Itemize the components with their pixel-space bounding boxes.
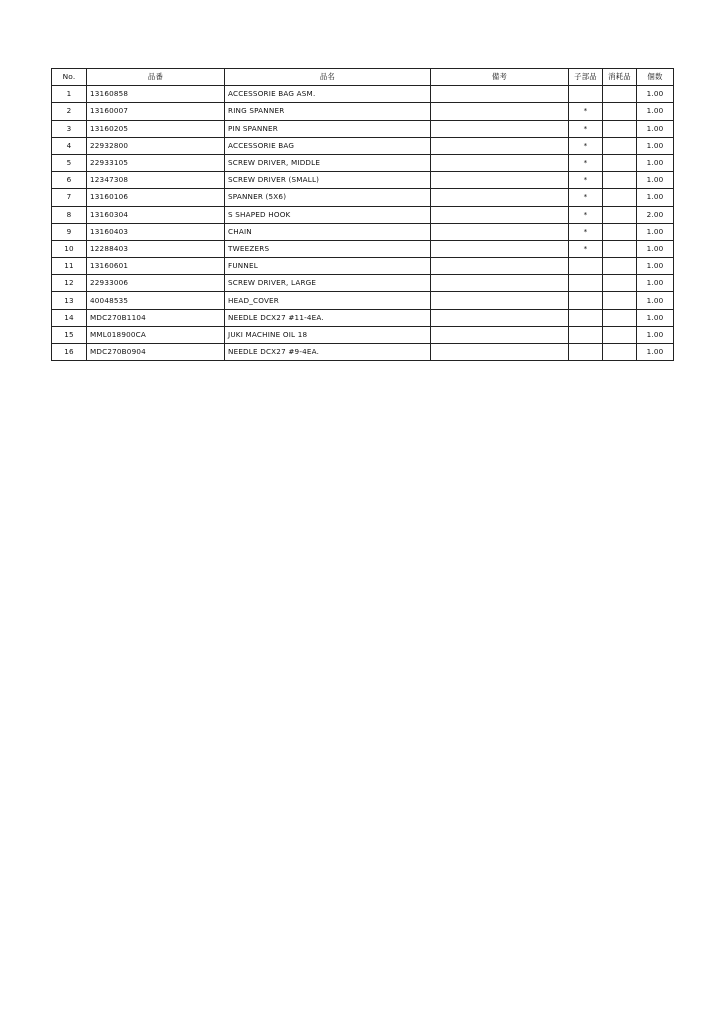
part-name: HEAD_COVER: [225, 292, 431, 309]
row-number: 8: [52, 206, 87, 223]
consumable-mark: [603, 189, 637, 206]
quantity: 2.00: [637, 206, 674, 223]
table-body: [52, 86, 674, 361]
remarks: [431, 292, 569, 309]
part-code: 40048535: [87, 292, 225, 309]
sub-part-mark: *: [569, 154, 603, 171]
table-row: [52, 86, 674, 103]
table-row: [52, 344, 674, 361]
sub-part-mark: [569, 86, 603, 103]
remarks: [431, 172, 569, 189]
parts-table: [51, 68, 674, 361]
part-name: S SHAPED HOOK: [225, 206, 431, 223]
sub-part-mark: *: [569, 137, 603, 154]
remarks: [431, 86, 569, 103]
header-consumable: 消耗品: [603, 69, 637, 86]
row-number: 14: [52, 309, 87, 326]
remarks: [431, 344, 569, 361]
part-name: JUKI MACHINE OIL 18: [225, 326, 431, 343]
part-code: 12347308: [87, 172, 225, 189]
table-row: [52, 154, 674, 171]
sub-part-mark: [569, 292, 603, 309]
quantity: 1.00: [637, 292, 674, 309]
part-code: 13160601: [87, 258, 225, 275]
part-name: NEEDLE DCX27 #9-4EA.: [225, 344, 431, 361]
table-row: [52, 275, 674, 292]
row-number: 9: [52, 223, 87, 240]
quantity: 1.00: [637, 275, 674, 292]
row-number: 16: [52, 344, 87, 361]
sub-part-mark: *: [569, 223, 603, 240]
quantity: 1.00: [637, 137, 674, 154]
consumable-mark: [603, 292, 637, 309]
remarks: [431, 189, 569, 206]
remarks: [431, 223, 569, 240]
quantity: 1.00: [637, 103, 674, 120]
sub-part-mark: [569, 344, 603, 361]
consumable-mark: [603, 137, 637, 154]
part-code: MDC270B1104: [87, 309, 225, 326]
sub-part-mark: *: [569, 103, 603, 120]
table-row: [52, 189, 674, 206]
part-code: 13160403: [87, 223, 225, 240]
remarks: [431, 154, 569, 171]
part-code: 13160858: [87, 86, 225, 103]
remarks: [431, 206, 569, 223]
row-number: 10: [52, 240, 87, 257]
row-number: 3: [52, 120, 87, 137]
row-number: 2: [52, 103, 87, 120]
consumable-mark: [603, 326, 637, 343]
row-number: 15: [52, 326, 87, 343]
consumable-mark: [603, 223, 637, 240]
remarks: [431, 309, 569, 326]
header-remarks: 備考: [431, 69, 569, 86]
consumable-mark: [603, 275, 637, 292]
remarks: [431, 275, 569, 292]
part-name: ACCESSORIE BAG: [225, 137, 431, 154]
row-number: 5: [52, 154, 87, 171]
quantity: 1.00: [637, 326, 674, 343]
consumable-mark: [603, 206, 637, 223]
quantity: 1.00: [637, 154, 674, 171]
consumable-mark: [603, 258, 637, 275]
consumable-mark: [603, 103, 637, 120]
part-name: SCREW DRIVER (SMALL): [225, 172, 431, 189]
sub-part-mark: [569, 309, 603, 326]
part-code: 22932800: [87, 137, 225, 154]
row-number: 6: [52, 172, 87, 189]
parts-list-sheet: [51, 68, 673, 361]
table-row: [52, 292, 674, 309]
quantity: 1.00: [637, 223, 674, 240]
quantity: 1.00: [637, 120, 674, 137]
part-code: 13160205: [87, 120, 225, 137]
part-name: SCREW DRIVER, MIDDLE: [225, 154, 431, 171]
quantity: 1.00: [637, 172, 674, 189]
sub-part-mark: *: [569, 240, 603, 257]
sub-part-mark: *: [569, 206, 603, 223]
part-name: SPANNER (5X6): [225, 189, 431, 206]
row-number: 7: [52, 189, 87, 206]
part-name: SCREW DRIVER, LARGE: [225, 275, 431, 292]
quantity: 1.00: [637, 309, 674, 326]
remarks: [431, 258, 569, 275]
header-sub-part: 子部品: [569, 69, 603, 86]
header-part-code: 品番: [87, 69, 225, 86]
sub-part-mark: *: [569, 120, 603, 137]
consumable-mark: [603, 86, 637, 103]
quantity: 1.00: [637, 258, 674, 275]
table-row: [52, 137, 674, 154]
remarks: [431, 103, 569, 120]
consumable-mark: [603, 172, 637, 189]
table-header-row: [52, 69, 674, 86]
part-name: FUNNEL: [225, 258, 431, 275]
remarks: [431, 120, 569, 137]
part-code: 12288403: [87, 240, 225, 257]
part-code: MDC270B0904: [87, 344, 225, 361]
row-number: 11: [52, 258, 87, 275]
consumable-mark: [603, 240, 637, 257]
part-code: 22933105: [87, 154, 225, 171]
part-code: 13160007: [87, 103, 225, 120]
table-row: [52, 206, 674, 223]
table-row: [52, 172, 674, 189]
remarks: [431, 240, 569, 257]
part-name: PIN SPANNER: [225, 120, 431, 137]
part-code: 13160304: [87, 206, 225, 223]
remarks: [431, 326, 569, 343]
quantity: 1.00: [637, 344, 674, 361]
sub-part-mark: [569, 275, 603, 292]
quantity: 1.00: [637, 240, 674, 257]
table-row: [52, 103, 674, 120]
header-quantity: 個数: [637, 69, 674, 86]
table-row: [52, 326, 674, 343]
table-row: [52, 240, 674, 257]
table-row: [52, 120, 674, 137]
part-name: TWEEZERS: [225, 240, 431, 257]
part-code: 22933006: [87, 275, 225, 292]
row-number: 1: [52, 86, 87, 103]
consumable-mark: [603, 154, 637, 171]
remarks: [431, 137, 569, 154]
part-name: RING SPANNER: [225, 103, 431, 120]
sub-part-mark: [569, 258, 603, 275]
header-no: No.: [52, 69, 87, 86]
quantity: 1.00: [637, 189, 674, 206]
row-number: 12: [52, 275, 87, 292]
part-name: CHAIN: [225, 223, 431, 240]
part-name: NEEDLE DCX27 #11-4EA.: [225, 309, 431, 326]
row-number: 4: [52, 137, 87, 154]
header-part-name: 品名: [225, 69, 431, 86]
consumable-mark: [603, 120, 637, 137]
row-number: 13: [52, 292, 87, 309]
table-row: [52, 223, 674, 240]
sub-part-mark: [569, 326, 603, 343]
sub-part-mark: *: [569, 172, 603, 189]
part-code: MML018900CA: [87, 326, 225, 343]
table-row: [52, 309, 674, 326]
sub-part-mark: *: [569, 189, 603, 206]
quantity: 1.00: [637, 86, 674, 103]
consumable-mark: [603, 309, 637, 326]
part-name: ACCESSORIE BAG ASM.: [225, 86, 431, 103]
consumable-mark: [603, 344, 637, 361]
table-row: [52, 258, 674, 275]
part-code: 13160106: [87, 189, 225, 206]
